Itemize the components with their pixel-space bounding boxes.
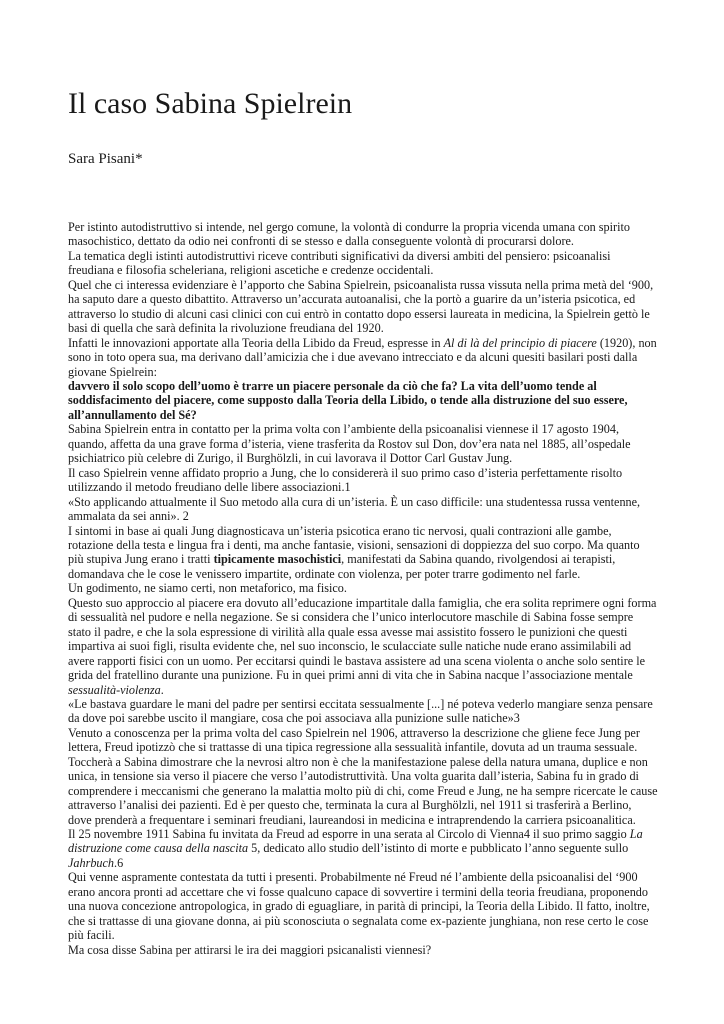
bold-text: davvero il solo scopo dell’uomo è trarre un piacere personale da ciò che fa? La vita dell’uomo tende al soddisfacimento del piacere, come supposto dalla Teoria della Libido, o tende alla distruzione del suo essere, all’annullamento del Sé? (68, 378, 628, 422)
paragraph (68, 278, 658, 336)
text-run: Questo suo approccio al piacere era dovuto all’educazione impartitale dalla famiglia, che era solita reprimere ogni forma di sessualità nel pudore e nella negazione. Se si considera che l’unico interlocutore maschile di Sabina fosse sempre stato il padre, e che la sola espressione di virilità alla quale essa avesse mai assistito fossero le punizioni che questi impartiva ai suoi figli, risulta evidente che, nel suo inconscio, le sculacciate sulle natiche nude erano assimilabili ad avere rapporti fisici con un uomo. Per eccitarsi quindi le bastava assistere ad una scena violenta o anche solo sentire le grida del fratellino durante una punizione. Fu in quei primi anni di vita che in Sabina nacque l’associazione mentale (68, 595, 657, 683)
text-run: Un godimento, ne siamo certi, non metaforico, ma fisico. (68, 581, 347, 596)
text-run: Ma cosa disse Sabina per attirarsi le ira dei maggiori psicanalisti viennesi? (68, 942, 432, 957)
paragraph (68, 726, 658, 755)
paragraph (68, 379, 658, 422)
paragraph (68, 581, 658, 595)
text-run: Infatti le innovazioni apportate alla Teoria della Libido da Freud, espresse in (68, 335, 444, 350)
text-run: , manifestati da Sabina quando, rivolgendosi ai terapisti, domandava che le cose le venissero impartite, ordinate con violenza, per poter trarre godimento nel farle. (68, 552, 616, 581)
paragraph (68, 220, 658, 249)
italic-text: sessualità-violenza (68, 682, 161, 697)
text-run: (1920), non sono in toto opera sua, ma derivano dall’amicizia che i due avevano intrecciato e da alcuni quesiti basilari posti dalla giovane Spielrein: (68, 335, 657, 379)
text-run: Il 25 novembre 1911 Sabina fu invitata da Freud ad esporre in una serata al Circolo di Vienna4 il suo primo saggio (68, 827, 630, 842)
text-run: «Le bastava guardare le mani del padre per sentirsi eccitata sessualmente [...] né poteva vederlo mangiare senza pensare da dove poi sarebbe uscito il mangiare, cosa che poi associava alla punizione sulle natiche»3 (68, 696, 653, 726)
page-title: Il caso Sabina Spielrein (68, 87, 353, 120)
paragraph (68, 943, 658, 957)
text-run: Quel che ci interessa evidenziare è l’apporto che Sabina Spielrein, psicoanalista russa vissuta nella prima metà del ‘900, ha saputo dare a questo dibattito. Attraverso un’accurata autoanalisi, che la portò a guarire da un’isteria psicotica, ed attraverso lo studio di alcuni casi clinici con cui entrò in contatto dopo essersi laureata in medicina, la Spielrein gettò le basi di quella che sarà definita la rivoluzione freudiana del 1920. (68, 277, 654, 336)
paragraph (68, 755, 658, 827)
italic-text: La distruzione come causa della nascita (68, 827, 643, 856)
text-run: Per istinto autodistruttivo si intende, nel gergo comune, la volontà di condurre la propria vicenda umana con spirito masochistico, dettato da odio nei confronti di se stesso e dalla conseguente volontà di procurarsi dolore. (68, 220, 630, 249)
paragraph (68, 827, 658, 870)
text-run: Qui venne aspramente contestata da tutti i presenti. Probabilmente né Freud né l’ambiente della psicoanalisi del ‘900 erano ancora pronti ad accettare che vi fosse qualcuno capace di sovvertire i termini della teoria freudiana, proponendo una nuova concezione antropologica, in grado di eguagliare, in parità di principi, la Teoria della Libido. Il fatto, inoltre, che si trattasse di una giovane donna, ai più sconosciuta o segnalata come ex-paziente junghiana, non rese certo le cose più facili. (68, 870, 650, 943)
text-run: 5, dedicato allo studio dell’istinto di morte e pubblicato l’anno seguente sullo (248, 841, 629, 856)
paragraph (68, 336, 658, 379)
bold-text: tipicamente masochistici (213, 552, 342, 567)
text-run: I sintomi in base ai quali Jung diagnosticava un’isteria psicotica erano tic nervosi, quali contrazioni alle gambe, rotazione della testa e lingua fra i denti, ma anche fantasie, visioni, sensazioni di doppiezza del suo corpo. Ma quanto più stupiva Jung erano i tratti (68, 523, 640, 567)
text-run: La tematica degli istinti autodistruttivi riceve contributi significativi da diversi ambiti del pensiero: psicoanalisi freudiana e filosofia scheleriana, religioni ascetiche e credenze occidentali. (68, 248, 611, 278)
paragraph (68, 249, 658, 278)
paragraph (68, 495, 658, 524)
article-body (68, 220, 658, 957)
paragraph (68, 870, 658, 942)
italic-text: Jahrbuch (68, 855, 115, 870)
text-run: «Sto applicando attualmente il Suo metodo alla cura di un’isteria. È un caso difficile: una studentessa russa ventenne, ammalata da sei anni». 2 (68, 494, 641, 524)
text-run: Sabina Spielrein entra in contatto per la prima volta con l’ambiente della psicoanalisi viennese il 17 agosto 1904, quando, affetta da una grave forma d’isteria, viene trasferita da Rostov sul Don, dov’era nata nel 1885, all’ospedale psichiatrico più celebre di Zurigo, il Burghölzli, in cui lavorava il Dottor Carl Gustav Jung. (68, 422, 631, 466)
text-run: Toccherà a Sabina dimostrare che la nevrosi altro non è che la manifestazione palese della natura umana, duplice e non unica, in tensione sia verso il piacere che verso l’autodistruttività. Una volta guarita dall’isteria, Sabina fu in grado di comprendere i meccanismi che generano la malattia molto più di chi, come Freud e Jung, ne ha sempre ricercate le cause attraverso l’analisi dei pazienti. Ed è per questo che, terminata la cura al Burghölzli, nel 1911 si trasferirà a Berlino, dove prenderà a frequentare i seminari freudiani, laureandosi in medicina e intraprendendo la carriera psicoanalitica. (68, 754, 658, 827)
paragraph (68, 466, 658, 495)
text-run: .6 (114, 855, 124, 870)
paragraph (68, 524, 658, 582)
italic-text: Al di là del principio di piacere (443, 335, 597, 350)
paragraph (68, 596, 658, 697)
text-run: . (160, 682, 164, 697)
text-run: Venuto a conoscenza per la prima volta del caso Spielrein nel 1906, attraverso la descrizione che gliene fece Jung per lettera, Freud ipotizzò che si trattasse di una tipica regressione alla sessualità infantile, dovuta ad un trauma sessuale. (68, 725, 640, 755)
paragraph (68, 697, 658, 726)
author-name: Sara Pisani* (68, 151, 143, 167)
text-run: Il caso Spielrein venne affidato proprio a Jung, che lo considererà il suo primo caso d’isteria perfettamente risolto utilizzando il metodo freudiano delle libere associazioni.1 (68, 465, 623, 495)
paragraph (68, 422, 658, 465)
